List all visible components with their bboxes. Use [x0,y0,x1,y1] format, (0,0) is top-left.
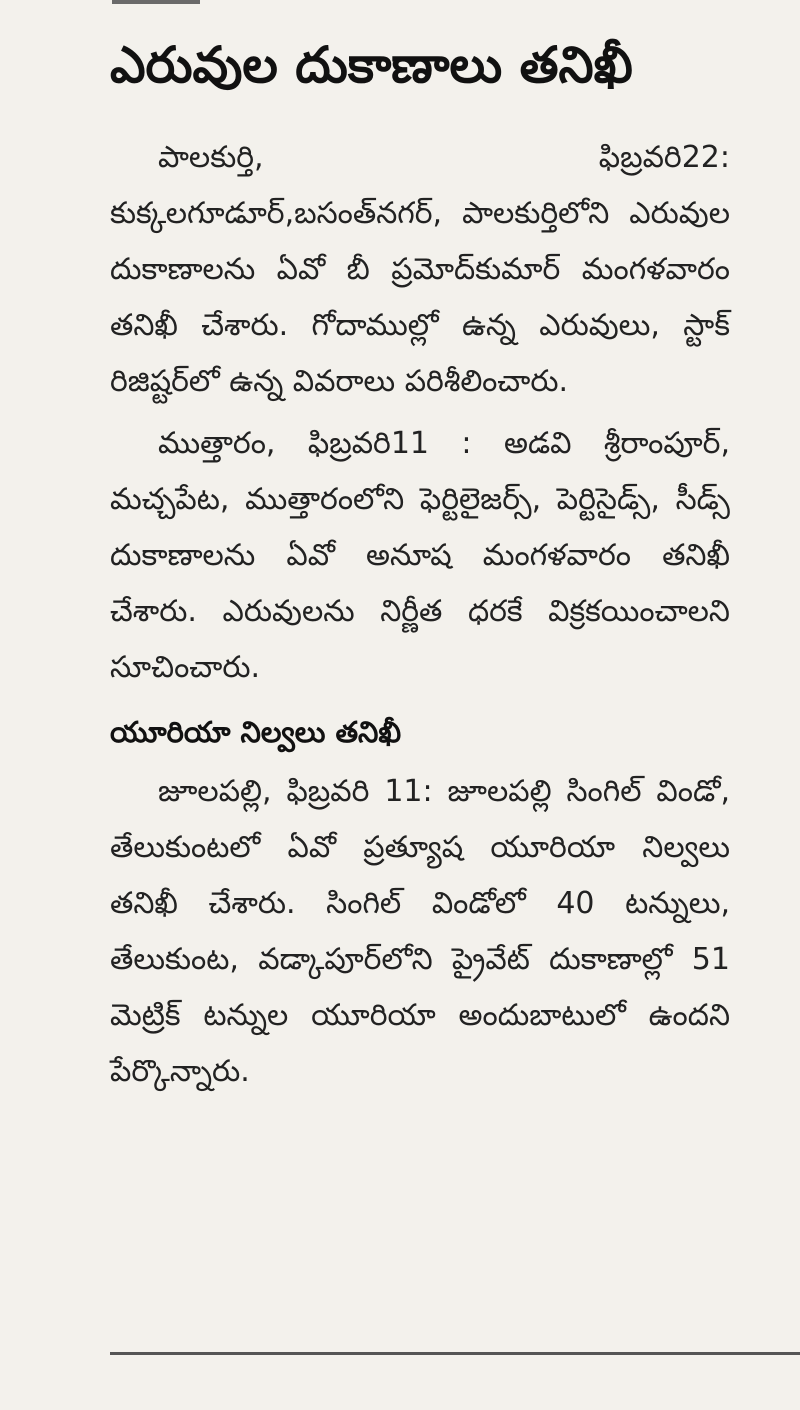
article-paragraph-julapalli: జూలపల్లి, ఫిబ్రవరి 11: జూలపల్లి సింగిల్ విండో, తేలుకుంటలో ఏవో ప్రత్యూష యూరియా నిల్వలు తనిఖీ చేశారు. సింగిల్ విండోలో 40 టన్నులు, తేలుకుంట, వడ్కాపూర్‌లోని ప్రైవేట్ దుకాణాల్లో 51 మెట్రిక్ టన్నుల యూరియా అందుబాటులో ఉందని పేర్కొన్నారు. [110,774,730,1089]
bottom-divider [110,1352,800,1355]
news-article [110,30,730,1100]
previous-column-rule [112,0,200,4]
article-paragraph-mutharam: ముత్తారం, ఫిబ్రవరి11 : అడవి శ్రీరాంపూర్, మచ్చపేట, ముత్తారంలోని ఫెర్టిలైజర్స్, పెర్టిసైడ్స్, సీడ్స్ దుకాణాలను ఏవో అనూష మంగళవారం తనిఖీ చేశారు. ఎరువులను నిర్ణీత ధరకే విక్రకయించాలని సూచించారు. [110,426,730,685]
article-paragraph-palakurthi: పాలకుర్తి, ఫిబ్రవరి22: కుక్కలగూడూర్,బసంత్‌నగర్, పాలకుర్తిలోని ఎరువుల దుకాణాలను ఏవో బీ ప్రమోద్‌కుమార్ మంగళవారం తనిఖీ చేశారు. గోదాముల్లో ఉన్న ఎరువులు, స్టాక్ రిజిష్టర్‌లో ఉన్న వివరాలు పరిశీలించారు. [110,140,730,399]
article-subheading: యూరియా నిల్వలు తనిఖీ [110,715,402,749]
article-headline: ఎరువుల దుకాణాలు తనిఖీ [110,36,633,94]
